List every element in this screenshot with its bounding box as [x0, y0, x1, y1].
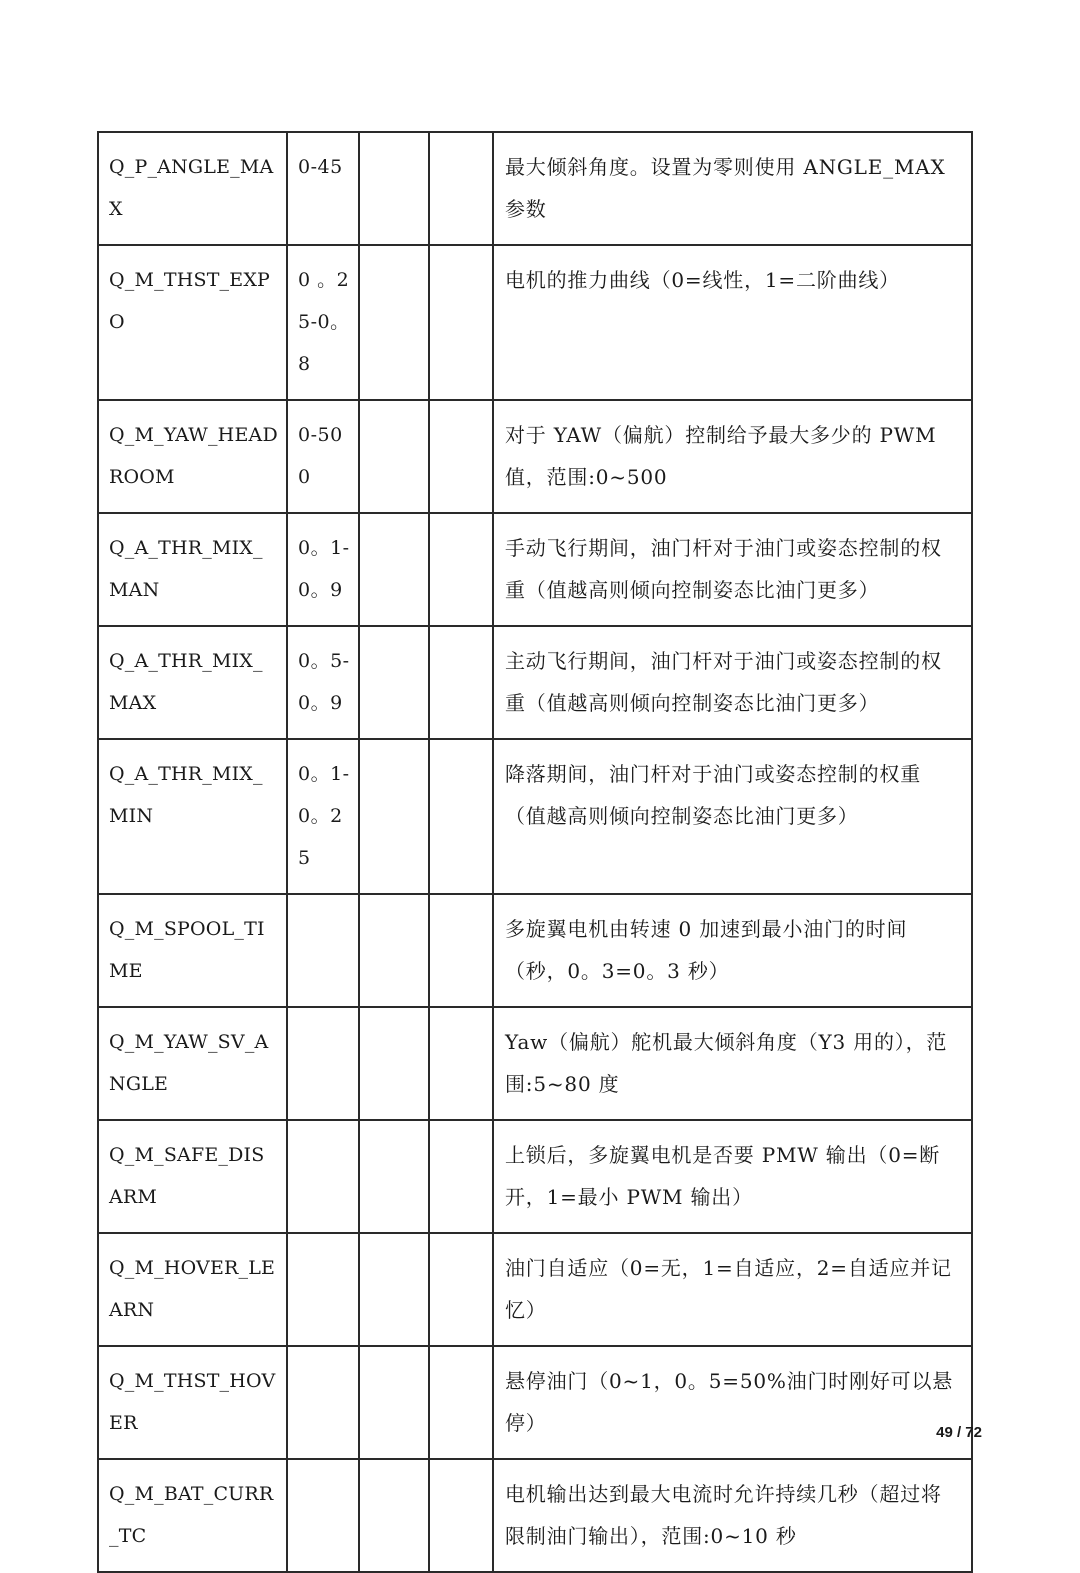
param-empty-cell	[429, 626, 493, 739]
param-description-cell: 悬停油门（0~1，0。5=50%油门时刚好可以悬停）	[493, 1346, 972, 1459]
table-row	[98, 739, 972, 894]
param-description-cell: 对于 YAW（偏航）控制给予最大多少的 PWM 值，范围:0~500	[493, 400, 972, 513]
param-name-cell: Q_M_THST_HOVER	[98, 1346, 287, 1459]
table-row	[98, 245, 972, 400]
table-row	[98, 400, 972, 513]
param-empty-cell	[429, 400, 493, 513]
param-empty-cell	[429, 1233, 493, 1346]
param-name-cell: Q_M_HOVER_LEARN	[98, 1233, 287, 1346]
param-empty-cell	[359, 1459, 429, 1572]
param-name-cell: Q_M_BAT_CURR_TC	[98, 1459, 287, 1572]
param-description-cell: 上锁后，多旋翼电机是否要 PMW 输出（0=断开，1=最小 PWM 输出）	[493, 1120, 972, 1233]
table-row	[98, 513, 972, 626]
param-empty-cell	[359, 1233, 429, 1346]
table-row	[98, 1459, 972, 1572]
param-name-cell: Q_A_THR_MIX_MAX	[98, 626, 287, 739]
param-name-cell: Q_M_THST_EXPO	[98, 245, 287, 400]
param-empty-cell	[429, 245, 493, 400]
param-description-cell: 油门自适应（0=无，1=自适应，2=自适应并记忆）	[493, 1233, 972, 1346]
param-description-cell: Yaw（偏航）舵机最大倾斜角度（Y3 用的），范围:5~80 度	[493, 1007, 972, 1120]
param-empty-cell	[359, 513, 429, 626]
param-description-cell: 最大倾斜角度。设置为零则使用 ANGLE_MAX 参数	[493, 132, 972, 245]
param-empty-cell	[429, 1007, 493, 1120]
param-name-cell: Q_P_ANGLE_MAX	[98, 132, 287, 245]
param-description-cell: 电机输出达到最大电流时允许持续几秒（超过将限制油门输出），范围:0~10 秒	[493, 1459, 972, 1572]
param-empty-cell	[359, 739, 429, 894]
param-range-cell: 0。1-0。9	[287, 513, 359, 626]
param-empty-cell	[359, 626, 429, 739]
param-empty-cell	[359, 1346, 429, 1459]
param-description-cell: 主动飞行期间，油门杆对于油门或姿态控制的权重（值越高则倾向控制姿态比油门更多）	[493, 626, 972, 739]
parameter-table-body	[98, 132, 972, 1572]
param-range-cell: 0。1-0。25	[287, 739, 359, 894]
param-empty-cell	[429, 894, 493, 1007]
param-range-cell: 0-45	[287, 132, 359, 245]
table-row	[98, 132, 972, 245]
table-row	[98, 626, 972, 739]
param-empty-cell	[359, 245, 429, 400]
param-name-cell: Q_M_YAW_SV_ANGLE	[98, 1007, 287, 1120]
param-range-cell: 0-500	[287, 400, 359, 513]
param-range-cell	[287, 1459, 359, 1572]
param-empty-cell	[429, 513, 493, 626]
param-name-cell: Q_A_THR_MIX_MAN	[98, 513, 287, 626]
parameter-table	[97, 131, 973, 1573]
param-range-cell	[287, 1346, 359, 1459]
param-empty-cell	[429, 1459, 493, 1572]
param-name-cell: Q_M_YAW_HEADROOM	[98, 400, 287, 513]
param-range-cell: 0 。25-0。8	[287, 245, 359, 400]
param-name-cell: Q_A_THR_MIX_MIN	[98, 739, 287, 894]
param-range-cell	[287, 1120, 359, 1233]
param-range-cell	[287, 894, 359, 1007]
page-number: 49 / 72	[936, 1424, 982, 1441]
param-range-cell	[287, 1007, 359, 1120]
table-row	[98, 894, 972, 1007]
param-empty-cell	[359, 1120, 429, 1233]
param-empty-cell	[359, 1007, 429, 1120]
param-empty-cell	[429, 1346, 493, 1459]
param-description-cell: 电机的推力曲线（0=线性，1=二阶曲线）	[493, 245, 972, 400]
param-name-cell: Q_M_SAFE_DISARM	[98, 1120, 287, 1233]
param-description-cell: 降落期间，油门杆对于油门或姿态控制的权重（值越高则倾向控制姿态比油门更多）	[493, 739, 972, 894]
param-description-cell: 多旋翼电机由转速 0 加速到最小油门的时间（秒，0。3=0。3 秒）	[493, 894, 972, 1007]
param-range-cell: 0。5-0。9	[287, 626, 359, 739]
param-empty-cell	[359, 894, 429, 1007]
param-name-cell: Q_M_SPOOL_TIME	[98, 894, 287, 1007]
param-empty-cell	[429, 132, 493, 245]
table-row	[98, 1346, 972, 1459]
param-empty-cell	[429, 1120, 493, 1233]
table-row	[98, 1233, 972, 1346]
param-empty-cell	[359, 132, 429, 245]
param-empty-cell	[359, 400, 429, 513]
table-row	[98, 1120, 972, 1233]
param-empty-cell	[429, 739, 493, 894]
param-range-cell	[287, 1233, 359, 1346]
param-description-cell: 手动飞行期间，油门杆对于油门或姿态控制的权重（值越高则倾向控制姿态比油门更多）	[493, 513, 972, 626]
table-row	[98, 1007, 972, 1120]
